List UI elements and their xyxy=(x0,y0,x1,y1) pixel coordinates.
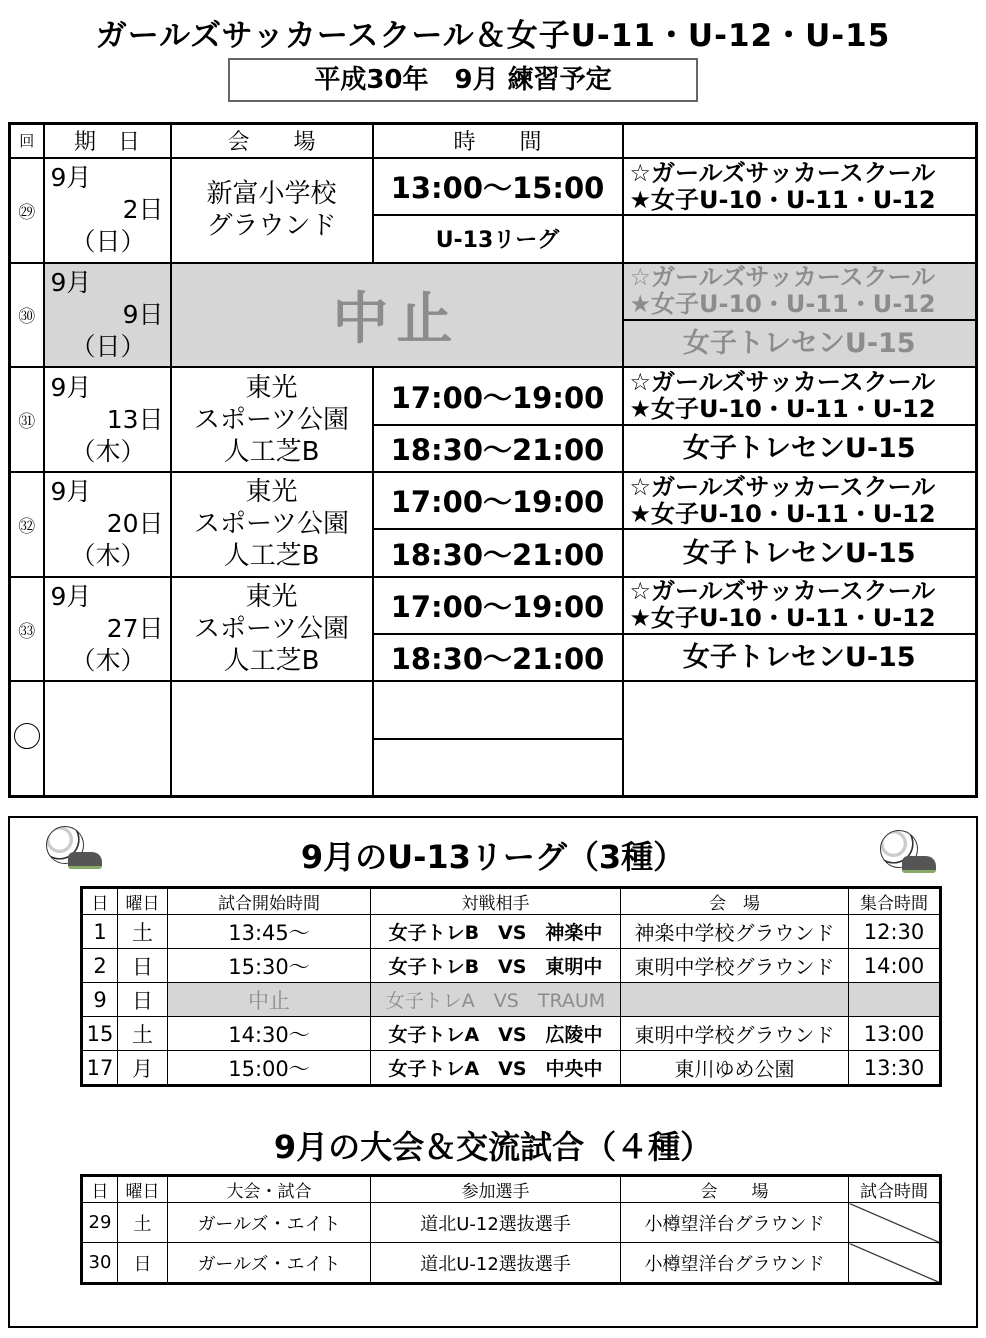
session-program xyxy=(623,263,977,320)
venue-line: 東光 xyxy=(245,582,298,613)
session-time: 17:00～19:00 xyxy=(373,577,623,634)
league-opponent: 女子トレB VS 神楽中 xyxy=(371,915,621,949)
league-day: 17 xyxy=(82,1051,118,1086)
session-program xyxy=(623,158,977,215)
league-title: 9月のU-13リーグ（3種） xyxy=(300,838,686,876)
league-opponent: 女子トレA VS TRAUM xyxy=(371,983,621,1017)
session-number: ㉙ xyxy=(10,158,44,263)
session-time: 17:00～19:00 xyxy=(373,367,623,424)
tournament-header-cell: 大会・試合 xyxy=(168,1176,371,1203)
league-venue xyxy=(621,983,849,1017)
league-header-cell: 集合時間 xyxy=(849,888,941,915)
league-venue: 東明中学校グラウンド xyxy=(621,1017,849,1051)
schedule-row-empty xyxy=(10,681,977,738)
league-table xyxy=(80,886,942,1087)
session-time: 17:00～19:00 xyxy=(373,472,623,529)
session-venue xyxy=(171,158,373,263)
program-line: ☆ガールズサッカースクール xyxy=(629,472,936,501)
league-weekday: 土 xyxy=(118,1017,168,1051)
date-day: 13日 xyxy=(106,404,164,434)
venue-line: 人工芝B xyxy=(223,646,320,677)
session-date xyxy=(44,577,171,682)
header-kai: 回 xyxy=(10,124,44,158)
cancelled-label: 中止 xyxy=(171,263,623,368)
league-opponent: 女子トレA VS 広陵中 xyxy=(371,1017,621,1051)
tournament-day: 29 xyxy=(82,1203,118,1243)
session-venue xyxy=(171,577,373,682)
tournament-header-row xyxy=(82,1176,941,1203)
empty-cell xyxy=(623,681,977,796)
date-weekday: （日） xyxy=(70,331,146,361)
tournament-header-cell: 参加選手 xyxy=(371,1176,621,1203)
league-weekday: 日 xyxy=(118,949,168,983)
league-start-time: 14:30～ xyxy=(168,1017,371,1051)
league-venue: 東明中学校グラウンド xyxy=(621,949,849,983)
tournament-weekday: 日 xyxy=(118,1243,168,1284)
header-program xyxy=(623,124,977,158)
program-line: ☆ガールズサッカースクール xyxy=(629,158,936,187)
session-program xyxy=(623,577,977,634)
session-venue xyxy=(171,367,373,472)
program-line: ★女子U-10・U-11・U-12 xyxy=(629,185,936,214)
empty-cell xyxy=(373,739,623,797)
league-meet-time xyxy=(849,983,941,1017)
league-day: 1 xyxy=(82,915,118,949)
date-month: 9月 xyxy=(50,372,92,402)
venue-line: 東光 xyxy=(245,477,298,508)
league-meet-time: 12:30 xyxy=(849,915,941,949)
league-meet-time: 14:00 xyxy=(849,949,941,983)
date-day: 9日 xyxy=(122,299,164,329)
tournament-row xyxy=(82,1203,941,1243)
league-day: 9 xyxy=(82,983,118,1017)
tournament-table xyxy=(80,1174,942,1285)
session-program: 女子トレセンU-15 xyxy=(623,320,977,367)
session-number: ㉛ xyxy=(10,367,44,472)
venue-line: 東光 xyxy=(245,372,298,403)
league-start-time: 13:45～ xyxy=(168,915,371,949)
schedule-row xyxy=(10,472,977,529)
session-date xyxy=(44,367,171,472)
header-time: 時 間 xyxy=(373,124,623,158)
league-header-cell: 対戦相手 xyxy=(371,888,621,915)
league-start-time: 15:00～ xyxy=(168,1051,371,1086)
schedule-header-row xyxy=(10,124,977,158)
tournament-header-cell: 日 xyxy=(82,1176,118,1203)
tournament-header-cell: 会 場 xyxy=(621,1176,849,1203)
tournament-venue: 小樽望洋台グラウンド xyxy=(621,1243,849,1284)
league-header-cell: 日 xyxy=(82,888,118,915)
program-line: ★女子U-10・U-11・U-12 xyxy=(629,290,936,319)
empty-circle-icon xyxy=(14,723,40,749)
session-program xyxy=(623,367,977,424)
date-month: 9月 xyxy=(50,163,92,193)
venue-line: スポーツ公園 xyxy=(194,509,349,540)
program-line: ★女子U-10・U-11・U-12 xyxy=(629,499,936,528)
league-opponent: 女子トレB VS 東明中 xyxy=(371,949,621,983)
venue-line: スポーツ公園 xyxy=(194,404,349,435)
page-subtitle: 平成30年 9月 練習予定 xyxy=(228,58,698,102)
league-day: 15 xyxy=(82,1017,118,1051)
schedule-row xyxy=(10,158,977,215)
session-time: 13:00～15:00 xyxy=(373,158,623,215)
date-weekday: （木） xyxy=(70,541,146,571)
empty-cell xyxy=(171,681,373,796)
session-time: 18:30～21:00 xyxy=(373,634,623,681)
session-number: ㉚ xyxy=(10,263,44,368)
league-row xyxy=(82,1051,941,1086)
venue-line: 人工芝B xyxy=(223,541,320,572)
league-venue: 神楽中学校グラウンド xyxy=(621,915,849,949)
program-line: ☆ガールズサッカースクール xyxy=(629,263,936,292)
league-start-time: 15:30～ xyxy=(168,949,371,983)
session-number: ㉝ xyxy=(10,577,44,682)
session-date xyxy=(44,158,171,263)
session-time: U-13リーグ xyxy=(373,215,623,262)
tournament-title: 9月の大会＆交流試合（４種） xyxy=(273,1128,713,1166)
date-day: 27日 xyxy=(106,614,164,644)
header-venue: 会 場 xyxy=(171,124,373,158)
session-date xyxy=(44,472,171,577)
tournament-row xyxy=(82,1243,941,1284)
tournament-header-cell: 曜日 xyxy=(118,1176,168,1203)
date-month: 9月 xyxy=(50,477,92,507)
league-header-row xyxy=(82,888,941,915)
schedule-row xyxy=(10,577,977,634)
league-weekday: 土 xyxy=(118,915,168,949)
program-line: ★女子U-10・U-11・U-12 xyxy=(629,604,936,633)
date-month: 9月 xyxy=(50,582,92,612)
schedule-row xyxy=(10,367,977,424)
session-program xyxy=(623,215,977,262)
date-weekday: （木） xyxy=(70,436,146,466)
session-venue xyxy=(171,472,373,577)
date-month: 9月 xyxy=(50,267,92,297)
empty-cell xyxy=(373,681,623,738)
league-row-cancelled xyxy=(82,983,941,1017)
session-program: 女子トレセンU-15 xyxy=(623,425,977,472)
schedule-row-cancelled xyxy=(10,263,977,320)
session-number: ㉜ xyxy=(10,472,44,577)
session-time: 18:30～21:00 xyxy=(373,425,623,472)
venue-line: 人工芝B xyxy=(223,436,320,467)
league-row xyxy=(82,915,941,949)
program-line: ★女子U-10・U-11・U-12 xyxy=(629,395,936,424)
league-day: 2 xyxy=(82,949,118,983)
tournament-day: 30 xyxy=(82,1243,118,1284)
venue-line: 新富小学校 xyxy=(206,179,337,210)
league-header-cell: 曜日 xyxy=(118,888,168,915)
tournament-players: 道北U-12選抜選手 xyxy=(371,1243,621,1284)
league-venue: 東川ゆめ公園 xyxy=(621,1051,849,1086)
program-line: ☆ガールズサッカースクール xyxy=(629,368,936,397)
match-info-panel xyxy=(8,816,978,1328)
session-program: 女子トレセンU-15 xyxy=(623,529,977,576)
tournament-header-cell: 試合時間 xyxy=(849,1176,941,1203)
header-date: 期 日 xyxy=(44,124,171,158)
tournament-time xyxy=(849,1203,941,1243)
league-header-cell: 試合開始時間 xyxy=(168,888,371,915)
tournament-event: ガールズ・エイト xyxy=(168,1203,371,1243)
date-weekday: （日） xyxy=(70,227,146,257)
tournament-event: ガールズ・エイト xyxy=(168,1243,371,1284)
date-day: 20日 xyxy=(106,509,164,539)
session-program: 女子トレセンU-15 xyxy=(623,634,977,681)
venue-line: グラウンド xyxy=(206,211,337,242)
program-line: ☆ガールズサッカースクール xyxy=(629,577,936,606)
session-date xyxy=(44,263,171,368)
practice-schedule-table xyxy=(8,122,978,798)
league-meet-time: 13:00 xyxy=(849,1017,941,1051)
tournament-venue: 小樽望洋台グラウンド xyxy=(621,1203,849,1243)
date-weekday: （木） xyxy=(70,646,146,676)
session-time: 18:30～21:00 xyxy=(373,529,623,576)
league-start-time: 中止 xyxy=(168,983,371,1017)
league-header-cell: 会 場 xyxy=(621,888,849,915)
session-program xyxy=(623,472,977,529)
league-weekday: 日 xyxy=(118,983,168,1017)
league-opponent: 女子トレA VS 中央中 xyxy=(371,1051,621,1086)
league-weekday: 月 xyxy=(118,1051,168,1086)
page-title: ガールズサッカースクール＆女子U-11・U-12・U-15 xyxy=(95,18,891,54)
tournament-time xyxy=(849,1243,941,1284)
empty-cell xyxy=(44,681,171,796)
tournament-players: 道北U-12選抜選手 xyxy=(371,1203,621,1243)
league-meet-time: 13:30 xyxy=(849,1051,941,1086)
league-row xyxy=(82,1017,941,1051)
tournament-weekday: 土 xyxy=(118,1203,168,1243)
venue-line: スポーツ公園 xyxy=(194,614,349,645)
date-day: 2日 xyxy=(122,195,164,225)
empty-circle-cell xyxy=(10,681,44,796)
league-row xyxy=(82,949,941,983)
